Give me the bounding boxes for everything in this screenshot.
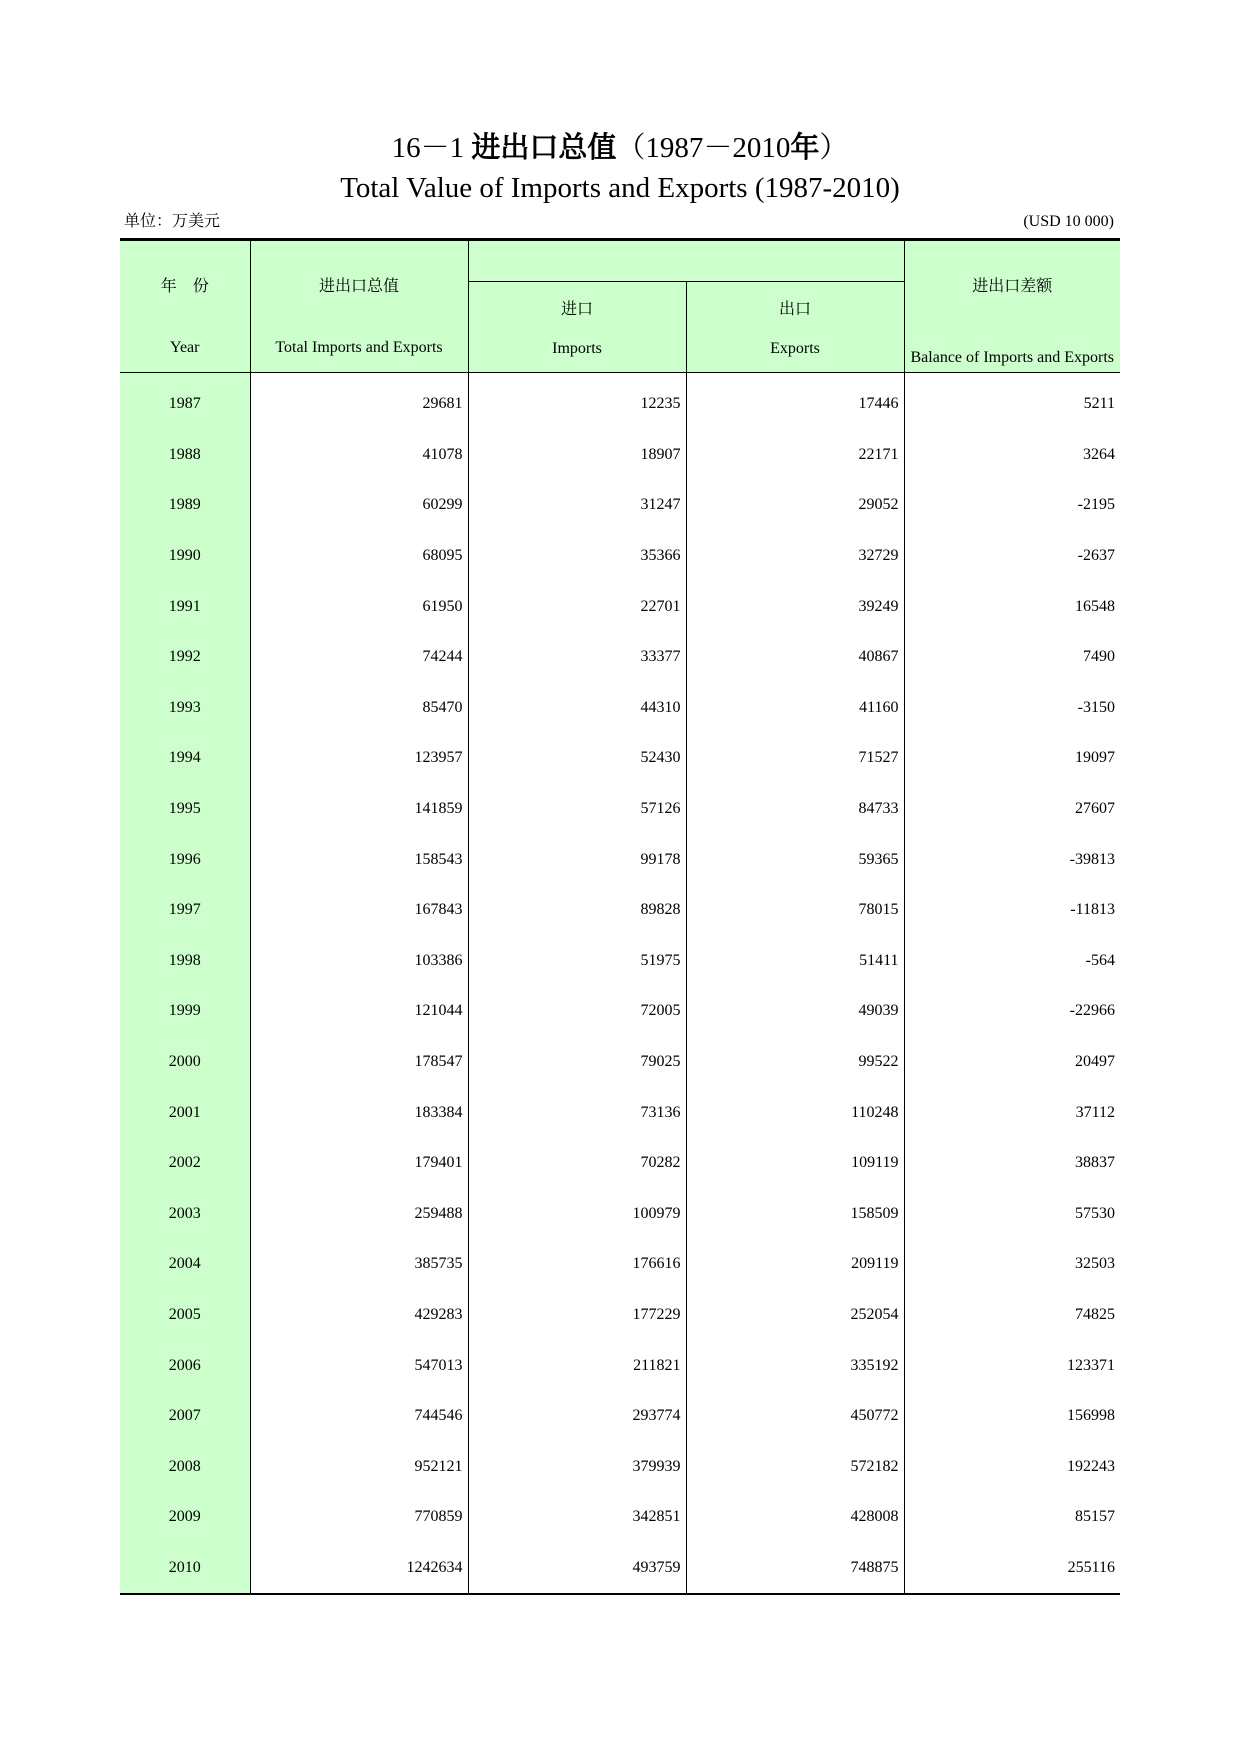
cell-year: 2007 <box>120 1391 250 1442</box>
cell-total: 259488 <box>250 1189 468 1240</box>
table-row <box>120 1543 1120 1595</box>
table-row <box>120 1087 1120 1138</box>
cell-total: 121044 <box>250 986 468 1037</box>
cell-balance: 3264 <box>904 430 1120 481</box>
cell-exports: 22171 <box>686 430 904 481</box>
header-exports-zh: 出口 <box>778 301 811 318</box>
table-row <box>120 885 1120 936</box>
cell-total: 429283 <box>250 1290 468 1341</box>
cell-total: 74244 <box>250 632 468 683</box>
cell-year: 1998 <box>120 936 250 987</box>
cell-year: 2006 <box>120 1340 250 1391</box>
cell-total: 744546 <box>250 1391 468 1442</box>
table-row <box>120 784 1120 835</box>
cell-balance: -564 <box>904 936 1120 987</box>
cell-year: 2003 <box>120 1189 250 1240</box>
cell-balance: -2195 <box>904 480 1120 531</box>
unit-label-chinese: 单位：万美元 <box>124 213 221 230</box>
cell-exports: 59365 <box>686 834 904 885</box>
table-row <box>120 1239 1120 1290</box>
cell-imports: 51975 <box>468 936 686 987</box>
cell-year: 1994 <box>120 733 250 784</box>
cell-imports: 177229 <box>468 1290 686 1341</box>
header-balance-en: Balance of Imports and Exports <box>910 349 1114 366</box>
cell-year: 1987 <box>120 373 250 430</box>
cell-balance: 85157 <box>904 1492 1120 1543</box>
cell-imports: 33377 <box>468 632 686 683</box>
cell-exports: 17446 <box>686 373 904 430</box>
header-spacer <box>468 240 904 282</box>
cell-year: 1993 <box>120 683 250 734</box>
cell-balance: 255116 <box>904 1543 1120 1595</box>
cell-total: 952121 <box>250 1441 468 1492</box>
title-zh-close: ） <box>819 132 849 164</box>
table-row <box>120 632 1120 683</box>
cell-year: 2009 <box>120 1492 250 1543</box>
cell-exports: 450772 <box>686 1391 904 1442</box>
table-row <box>120 1290 1120 1341</box>
cell-balance: 192243 <box>904 1441 1120 1492</box>
cell-year: 1990 <box>120 531 250 582</box>
header-exports <box>686 282 904 373</box>
cell-balance: 16548 <box>904 581 1120 632</box>
cell-year: 1989 <box>120 480 250 531</box>
cell-exports: 109119 <box>686 1138 904 1189</box>
table-row <box>120 1340 1120 1391</box>
cell-total: 141859 <box>250 784 468 835</box>
cell-year: 2008 <box>120 1441 250 1492</box>
cell-balance: 19097 <box>904 733 1120 784</box>
table-row <box>120 733 1120 784</box>
cell-total: 547013 <box>250 1340 468 1391</box>
header-exports-en: Exports <box>770 340 820 357</box>
header-year <box>120 240 250 373</box>
title-zh-year-char: 年 <box>790 132 820 164</box>
cell-balance: -3150 <box>904 683 1120 734</box>
cell-exports: 84733 <box>686 784 904 835</box>
cell-imports: 44310 <box>468 683 686 734</box>
header-balance <box>904 240 1120 373</box>
page-title-chinese <box>0 130 1240 166</box>
cell-imports: 379939 <box>468 1441 686 1492</box>
cell-imports: 79025 <box>468 1037 686 1088</box>
cell-year: 1991 <box>120 581 250 632</box>
cell-year: 2002 <box>120 1138 250 1189</box>
table-row <box>120 1037 1120 1088</box>
cell-total: 179401 <box>250 1138 468 1189</box>
cell-exports: 99522 <box>686 1037 904 1088</box>
header-total-zh: 进出口总值 <box>318 278 399 295</box>
cell-imports: 493759 <box>468 1543 686 1595</box>
cell-balance: 37112 <box>904 1087 1120 1138</box>
cell-balance: 156998 <box>904 1391 1120 1442</box>
cell-balance: 32503 <box>904 1239 1120 1290</box>
cell-year: 2001 <box>120 1087 250 1138</box>
table-row <box>120 1492 1120 1543</box>
cell-exports: 40867 <box>686 632 904 683</box>
cell-balance: 74825 <box>904 1290 1120 1341</box>
cell-total: 41078 <box>250 430 468 481</box>
cell-imports: 73136 <box>468 1087 686 1138</box>
cell-total: 68095 <box>250 531 468 582</box>
cell-imports: 89828 <box>468 885 686 936</box>
cell-year: 1995 <box>120 784 250 835</box>
cell-imports: 99178 <box>468 834 686 885</box>
table-row <box>120 373 1120 430</box>
cell-year: 1992 <box>120 632 250 683</box>
cell-exports: 32729 <box>686 531 904 582</box>
cell-imports: 293774 <box>468 1391 686 1442</box>
table-row <box>120 430 1120 481</box>
cell-total: 385735 <box>250 1239 468 1290</box>
cell-exports: 71527 <box>686 733 904 784</box>
header-year-en: Year <box>170 339 200 356</box>
title-zh-main: 进出口总值 <box>471 132 617 164</box>
cell-year: 1988 <box>120 430 250 481</box>
table-row <box>120 581 1120 632</box>
cell-total: 60299 <box>250 480 468 531</box>
cell-imports: 18907 <box>468 430 686 481</box>
cell-total: 183384 <box>250 1087 468 1138</box>
cell-year: 2004 <box>120 1239 250 1290</box>
cell-exports: 158509 <box>686 1189 904 1240</box>
cell-exports: 110248 <box>686 1087 904 1138</box>
cell-exports: 252054 <box>686 1290 904 1341</box>
cell-balance: 38837 <box>904 1138 1120 1189</box>
cell-total: 1242634 <box>250 1543 468 1595</box>
table-row <box>120 531 1120 582</box>
table-row <box>120 1189 1120 1240</box>
page-title-english: Total Value of Imports and Exports (1987-2010) <box>340 172 900 204</box>
table-row <box>120 1391 1120 1442</box>
cell-imports: 31247 <box>468 480 686 531</box>
cell-year: 2005 <box>120 1290 250 1341</box>
cell-total: 85470 <box>250 683 468 734</box>
cell-year: 1999 <box>120 986 250 1037</box>
header-balance-zh: 进出口差额 <box>972 278 1053 295</box>
table-number: 16－1 <box>391 132 465 164</box>
unit-label-english: (USD 10 000) <box>1023 213 1114 230</box>
cell-exports: 748875 <box>686 1543 904 1595</box>
cell-total: 167843 <box>250 885 468 936</box>
cell-balance: 27607 <box>904 784 1120 835</box>
header-imports <box>468 282 686 373</box>
cell-imports: 57126 <box>468 784 686 835</box>
cell-imports: 52430 <box>468 733 686 784</box>
cell-imports: 22701 <box>468 581 686 632</box>
cell-total: 61950 <box>250 581 468 632</box>
cell-exports: 29052 <box>686 480 904 531</box>
cell-imports: 35366 <box>468 531 686 582</box>
cell-year: 1996 <box>120 834 250 885</box>
header-imports-en: Imports <box>552 340 602 357</box>
cell-exports: 428008 <box>686 1492 904 1543</box>
cell-balance: -11813 <box>904 885 1120 936</box>
cell-balance: 123371 <box>904 1340 1120 1391</box>
cell-exports: 41160 <box>686 683 904 734</box>
table-row <box>120 834 1120 885</box>
table-row <box>120 986 1120 1037</box>
cell-imports: 100979 <box>468 1189 686 1240</box>
data-table-container <box>120 238 1120 1595</box>
cell-exports: 49039 <box>686 986 904 1037</box>
cell-year: 1997 <box>120 885 250 936</box>
cell-imports: 211821 <box>468 1340 686 1391</box>
cell-balance: 5211 <box>904 373 1120 430</box>
cell-total: 29681 <box>250 373 468 430</box>
table-row <box>120 683 1120 734</box>
header-imports-zh: 进口 <box>560 301 593 318</box>
table-row <box>120 480 1120 531</box>
cell-balance: 57530 <box>904 1189 1120 1240</box>
header-total-en: Total Imports and Exports <box>275 339 443 356</box>
cell-balance: -22966 <box>904 986 1120 1037</box>
table-header <box>120 240 1120 373</box>
cell-exports: 78015 <box>686 885 904 936</box>
cell-total: 178547 <box>250 1037 468 1088</box>
cell-imports: 72005 <box>468 986 686 1037</box>
cell-year: 2000 <box>120 1037 250 1088</box>
cell-balance: -2637 <box>904 531 1120 582</box>
cell-exports: 209119 <box>686 1239 904 1290</box>
cell-imports: 342851 <box>468 1492 686 1543</box>
cell-total: 103386 <box>250 936 468 987</box>
cell-imports: 176616 <box>468 1239 686 1290</box>
cell-exports: 39249 <box>686 581 904 632</box>
cell-total: 158543 <box>250 834 468 885</box>
cell-imports: 70282 <box>468 1138 686 1189</box>
title-zh-years: （1987－2010 <box>616 132 791 164</box>
header-total <box>250 240 468 373</box>
table-body <box>120 373 1120 1595</box>
table-row <box>120 1441 1120 1492</box>
cell-total: 123957 <box>250 733 468 784</box>
cell-exports: 51411 <box>686 936 904 987</box>
header-year-zh: 年 份 <box>160 278 209 295</box>
cell-balance: 7490 <box>904 632 1120 683</box>
cell-balance: -39813 <box>904 834 1120 885</box>
table-row <box>120 936 1120 987</box>
cell-balance: 20497 <box>904 1037 1120 1088</box>
cell-total: 770859 <box>250 1492 468 1543</box>
cell-imports: 12235 <box>468 373 686 430</box>
table-row <box>120 1138 1120 1189</box>
cell-exports: 335192 <box>686 1340 904 1391</box>
cell-exports: 572182 <box>686 1441 904 1492</box>
cell-year: 2010 <box>120 1543 250 1595</box>
imports-exports-table <box>120 238 1120 1595</box>
